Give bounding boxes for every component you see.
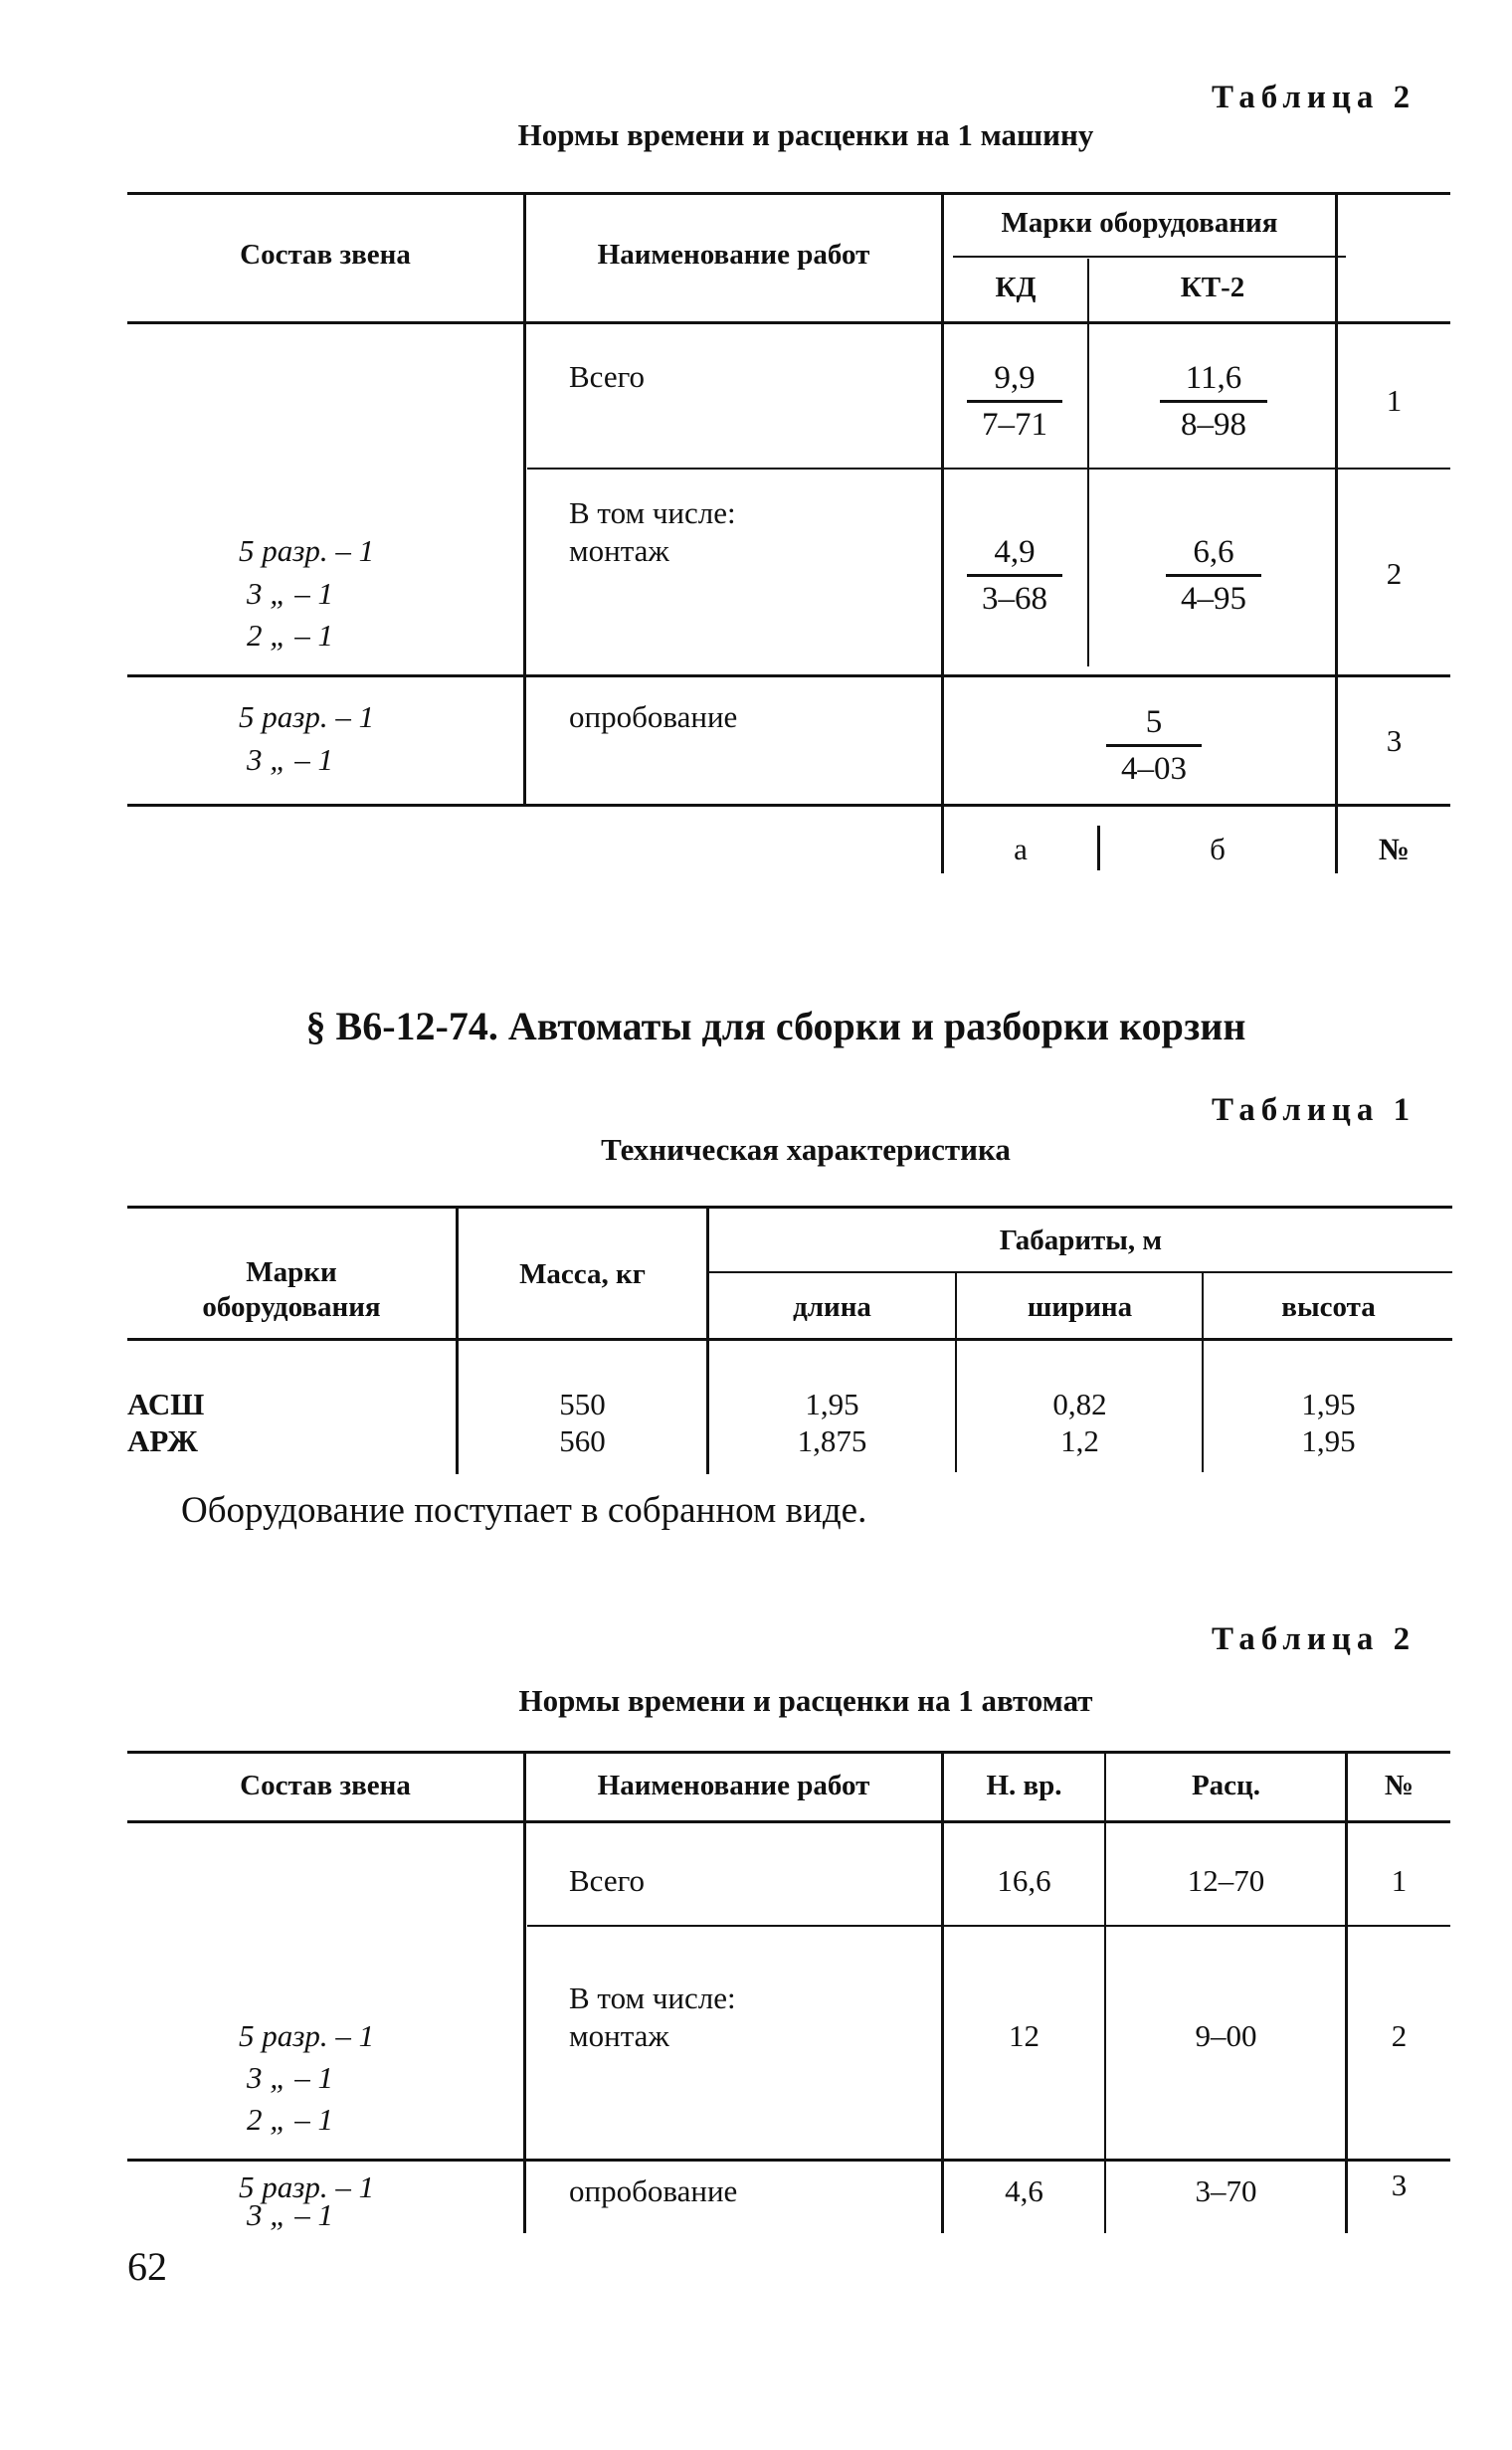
table2-header-length: длина (793, 1291, 871, 1323)
fraction-denominator: 3–68 (982, 581, 1047, 617)
fraction-denominator: 4–03 (1121, 751, 1187, 787)
table2-row2-height: 1,95 (1301, 1423, 1356, 1458)
table2-dims-rule (708, 1271, 1452, 1273)
table3-header-work: Наименование работ (597, 1770, 870, 1801)
table2-col-divider (955, 1273, 957, 1472)
table1-col-divider (1087, 259, 1089, 666)
table1-header-brands: Марки оборудования (1001, 207, 1278, 239)
table1-top-rule (127, 192, 1450, 195)
table1-header-rule (127, 321, 1450, 324)
fraction-numerator: 5 (1106, 702, 1202, 747)
table3-row2-rate: 9–00 (1195, 2018, 1257, 2053)
table1-header-brand-a: КД (995, 272, 1037, 303)
table1-row3-crew-1: 5 разр. – 1 (239, 699, 375, 734)
table1-row3-ab (1084, 702, 1224, 789)
table2-row1-brand: АСШ (127, 1387, 205, 1421)
table3-col-divider (1345, 1751, 1348, 2233)
table3-row1-rule (527, 1925, 1450, 1927)
table2-header-rule (127, 1338, 1452, 1341)
table1-row2-rule (127, 674, 1450, 677)
table1-row3-crew-2: 3 „ – 1 (247, 742, 333, 777)
fraction-numerator: 6,6 (1166, 532, 1261, 577)
page-number: 62 (127, 2244, 167, 2289)
table3-row2-no: 2 (1391, 2018, 1408, 2053)
table3-row2-norm: 12 (1009, 2018, 1040, 2053)
table1-footer-b: б (1210, 832, 1226, 866)
table1-row3-no: 3 (1386, 723, 1403, 758)
fraction-denominator: 8–98 (1181, 407, 1246, 443)
table1-row2-a (945, 532, 1084, 619)
table1-header-work: Наименование работ (597, 239, 870, 271)
table1-footer-a: а (1014, 832, 1028, 866)
table2-row2-mass: 560 (559, 1423, 606, 1458)
table3-row1-norm: 16,6 (997, 1863, 1051, 1898)
table1-row2-work-line1: В том числе: (569, 495, 736, 530)
table3-row2-crew-1: 5 разр. – 1 (239, 2018, 375, 2053)
table3-row3-crew-1: 5 разр. – 1 (239, 2169, 375, 2204)
table2-row1-width: 0,82 (1052, 1387, 1107, 1421)
table1-row1-work: Всего (569, 359, 646, 394)
table1-title: Нормы времени и расценки на 1 машину (517, 117, 1094, 152)
table2-title: Техническая характеристика (601, 1132, 1011, 1167)
table1-row2-crew-3: 2 „ – 1 (247, 618, 333, 653)
table2-row1-length: 1,95 (805, 1387, 859, 1421)
fraction-numerator: 9,9 (967, 358, 1062, 403)
table1-row2-crew-1: 5 разр. – 1 (239, 533, 375, 568)
table3-title: Нормы времени и расценки на 1 автомат (518, 1683, 1093, 1718)
table2-row2-length: 1,875 (797, 1423, 867, 1458)
table3-row3-no: 3 (1391, 2167, 1408, 2202)
table3-row3-work: опробование (569, 2173, 738, 2208)
table3-row1-work: Всего (569, 1863, 646, 1898)
table1-header-composition: Состав звена (240, 239, 411, 271)
table3-label: Таблица 2 (1212, 1621, 1417, 1657)
fraction-numerator: 11,6 (1160, 358, 1267, 403)
table1-row1-rule (527, 468, 1450, 470)
section-title: § В6-12-74. Автоматы для сборки и разборки корзин (305, 1004, 1246, 1048)
table2-header-brand-l1: Марки (246, 1256, 337, 1288)
table3-row2-work-line1: В том числе: (569, 1980, 736, 2015)
table1-row2-crew-2: 3 „ – 1 (247, 576, 333, 611)
table3-col-divider (1104, 1751, 1106, 2233)
table2-row1-mass: 550 (559, 1387, 606, 1421)
table1-label: Таблица 2 (1212, 80, 1417, 115)
table1-col-divider (523, 192, 526, 804)
table2-header-dims: Габариты, м (999, 1225, 1163, 1256)
table3-row2-crew-2: 3 „ – 1 (247, 2060, 333, 2095)
table3-row2-rule (127, 2159, 1450, 2162)
table1-row2-b (1094, 532, 1333, 619)
table3-top-rule (127, 1751, 1450, 1754)
table2-header-brand-l2: оборудования (202, 1291, 381, 1323)
table2-header-mass: Масса, кг (519, 1258, 646, 1290)
table3-header-norm: Н. вр. (986, 1770, 1062, 1801)
table2-row2-brand: АРЖ (127, 1423, 198, 1458)
table3-header-rate: Расц. (1191, 1770, 1261, 1801)
table3-row1-rate: 12–70 (1187, 1863, 1265, 1898)
table3-row1-no: 1 (1391, 1863, 1408, 1898)
table3-col-divider (523, 1751, 526, 2233)
fraction-denominator: 4–95 (1181, 581, 1246, 617)
fraction-denominator: 7–71 (982, 407, 1047, 443)
table2-row2-width: 1,2 (1060, 1423, 1099, 1458)
table3-row2-work-line2: монтаж (569, 2018, 669, 2053)
table1-row1-b (1094, 358, 1333, 445)
table2-header-height: высота (1281, 1291, 1376, 1323)
table1-brands-rule (953, 256, 1346, 258)
table3-col-divider (941, 1751, 944, 2233)
table1-row2-work-line2: монтаж (569, 533, 669, 568)
table3-row2-crew-3: 2 „ – 1 (247, 2102, 333, 2137)
table2-header-width: ширина (1027, 1291, 1133, 1323)
table1-header-brand-b: КТ-2 (1180, 272, 1245, 303)
table1-col-divider (1335, 192, 1338, 804)
table2-row1-height: 1,95 (1301, 1387, 1356, 1421)
table3-header-composition: Состав звена (240, 1770, 411, 1801)
table1-row1-no: 1 (1386, 383, 1403, 418)
fraction-numerator: 4,9 (967, 532, 1062, 577)
table3-row3-crew-2: 3 „ – 1 (247, 2197, 333, 2232)
table3-header-rule (127, 1820, 1450, 1823)
table2-label: Таблица 1 (1212, 1092, 1417, 1128)
table1-bottom-rule (127, 804, 1450, 807)
table1-footer-no: № (1378, 832, 1411, 866)
table1-row3-work: опробование (569, 699, 738, 734)
table1-row2-no: 2 (1386, 556, 1403, 591)
table1-row1-a (945, 358, 1084, 445)
note-text: Оборудование поступает в собранном виде. (181, 1490, 867, 1531)
table2-col-divider (1202, 1273, 1204, 1472)
table3-row3-rate: 3–70 (1195, 2173, 1257, 2208)
table2-top-rule (127, 1206, 1452, 1209)
table3-header-no: № (1384, 1770, 1415, 1801)
table3-row3-norm: 4,6 (1005, 2173, 1043, 2208)
